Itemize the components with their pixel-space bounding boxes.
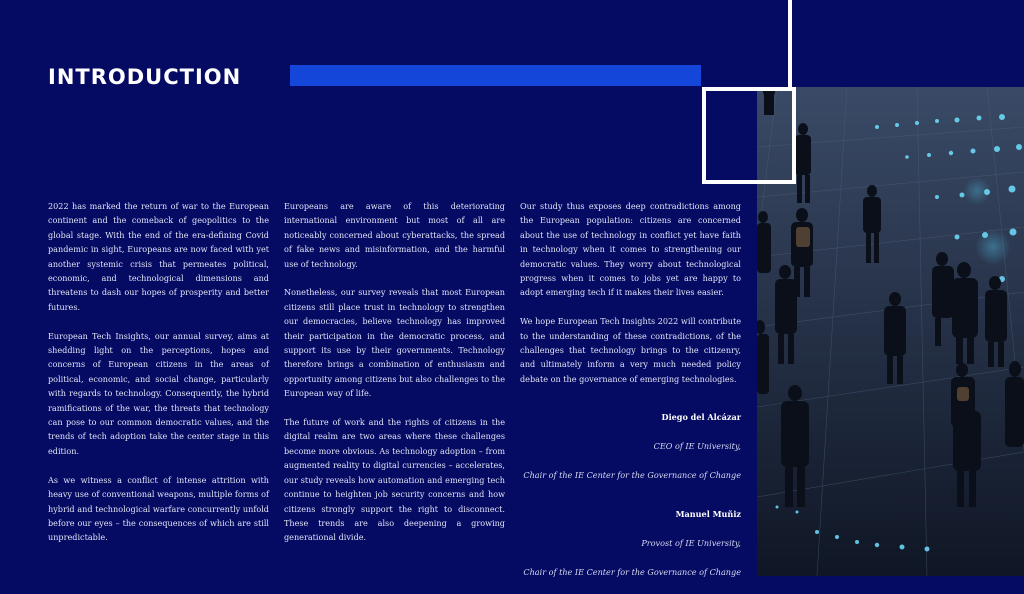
paragraph: As we witness a conflict of intense attrition with heavy use of conventional weapons, multiple forms of hybrid and technological warfare concurrently unfold before our eyes – the consequences of which are still unpredictable. xyxy=(48,474,269,543)
signature-name: Manuel Muñiz xyxy=(675,509,741,520)
page-title: INTRODUCTION xyxy=(48,65,242,89)
text-column-3 xyxy=(520,199,741,594)
signature-role: Provost of IE University, xyxy=(641,538,741,549)
accent-bar xyxy=(290,65,701,86)
paragraph: Europeans are aware of this deteriorating international environment but most of all are noticeably concerned about cyberattacks, the spread of fake news and misinformation, and the harmful use of technology. xyxy=(284,201,505,269)
signature-role: Chair of the IE Center for the Governance of Change xyxy=(523,469,741,480)
paragraph: The future of work and the rights of citizens in the digital realm are two areas where these challenges become more obvious. As technology adoption – from augmented reality to digital currencies – accelerates, our study reveals how automation and emerging tech continue to heighten job security concerns and how citizens strongly support the right to disconnect. These trends are also deepening a growing generational divide. xyxy=(284,417,505,543)
paragraph: European Tech Insights, our annual survey, aims at shedding light on the perceptions, hopes and concerns of European citizens in the areas of political, economic, and social change, particularly with regards to technology. Consequently, the hybrid ramifications of the war, the threats that technology can pose to our common democratic values, and the trends of tech adoption take the center stage in this edition. xyxy=(48,330,269,456)
paragraph: Our study thus exposes deep contradictions among the European population: citizens are concerned about the use of technology in conflict yet have faith in technology when it comes to strengthening our democratic values. They worry about technological progress when it comes to jobs yet are happy to adopt emerging tech if it makes their lives easier. xyxy=(520,201,741,298)
frame-line xyxy=(788,0,792,87)
signature-role: CEO of IE University, xyxy=(653,441,741,452)
paragraph: We hope European Tech Insights 2022 will contribute to the understanding of these contradictions, of the challenges that technology brings to the citizenry, and ultimately inform a very much needed policy debate on the governance of emerging technologies. xyxy=(520,316,741,384)
paragraph: Nonetheless, our survey reveals that most European citizens still place trust in technology to strengthen our democracies, believe technology has improved their participation in the democratic process, and support its use by their governments. Technology therefore brings a combination of enthusiasm and opportunity among citizens but also challenges to the European way of life. xyxy=(284,287,505,399)
signature-block xyxy=(520,507,741,579)
frame-box xyxy=(702,87,796,184)
text-column-1 xyxy=(48,199,269,559)
signature-role: Chair of the IE Center for the Governance of Change xyxy=(523,566,741,577)
crowd-photo-graphic xyxy=(757,87,1024,576)
signature-name: Diego del Alcázar xyxy=(661,412,741,423)
text-column-2 xyxy=(284,199,505,559)
crowd-photo xyxy=(757,87,1024,576)
signature-block xyxy=(520,410,741,482)
paragraph: 2022 has marked the return of war to the European continent and the comeback of geopolitics to the global stage. With the end of the era-defining Covid pandemic in sight, Europeans are now faced with yet another systemic crisis that permeates political, economic, and technological dimensions and threatens to dash our hopes of prosperity and better futures. xyxy=(48,201,269,312)
